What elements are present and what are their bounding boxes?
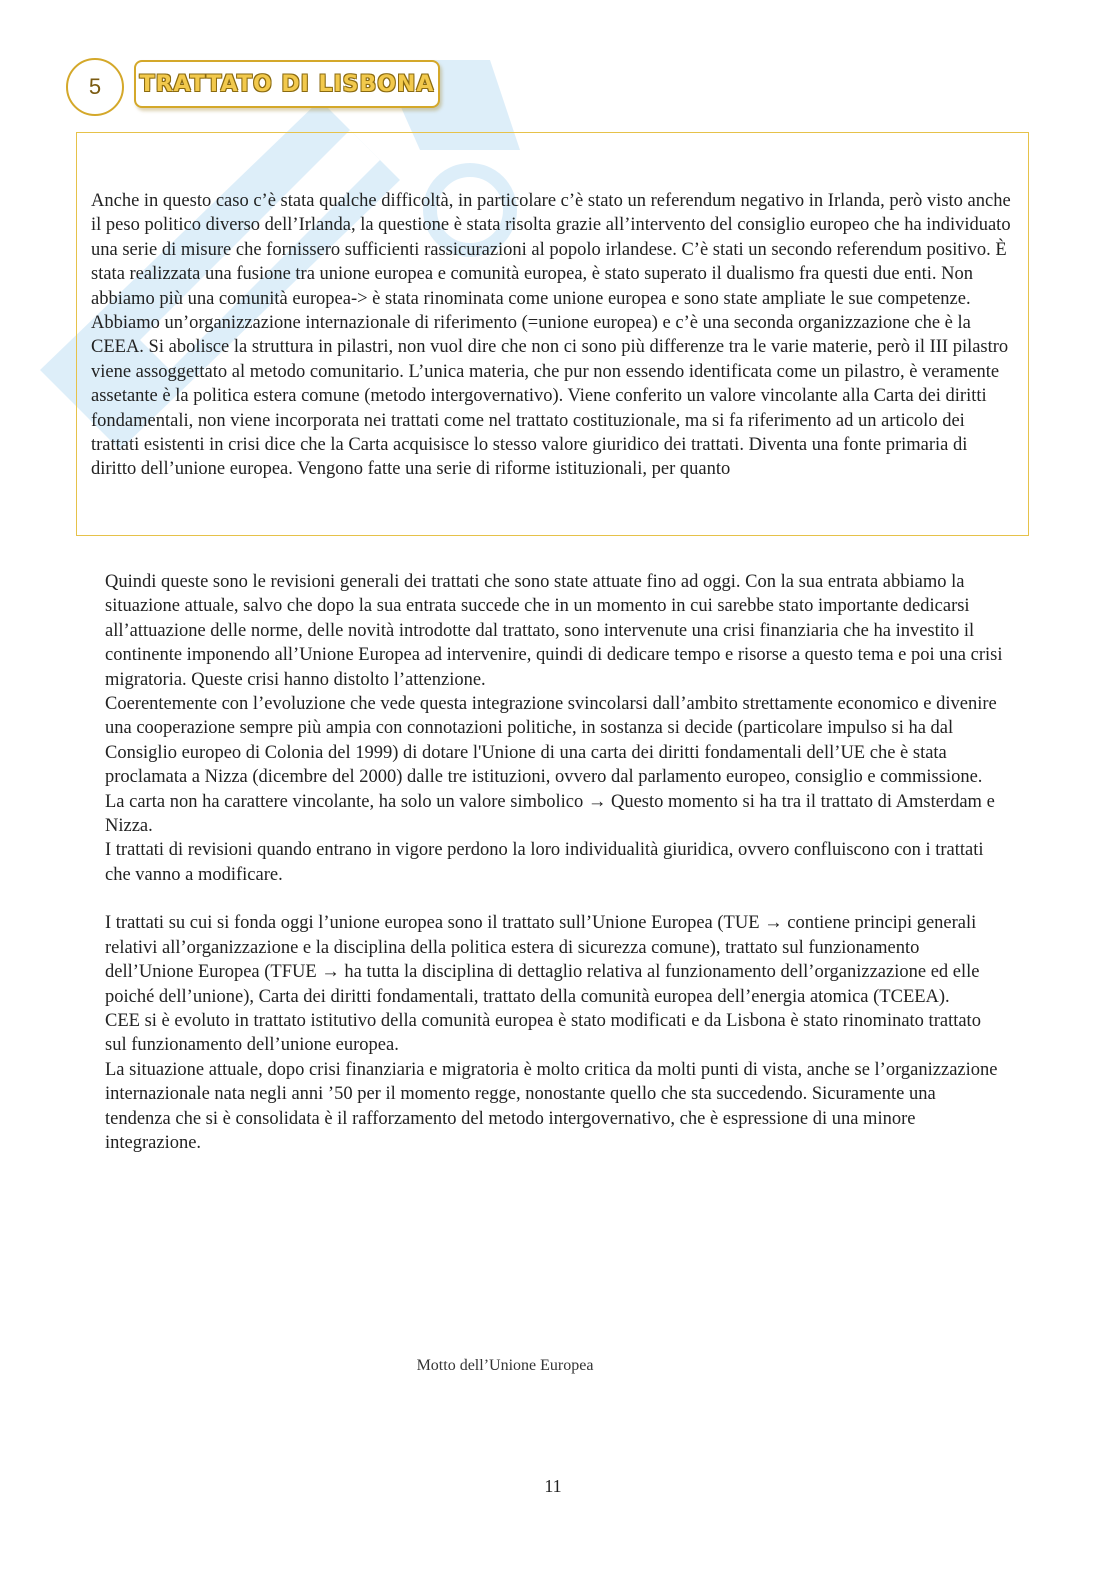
paragraph-revision-treaties: I trattati di revisioni quando entrano in vigore perdono la loro individualità giuridica, ovvero confluiscono con i trattati che vanno a modificare. (105, 840, 984, 885)
paragraph-charter: Coerentemente con l’evoluzione che vede questa integrazione svincolarsi dall’ambito strettamente economico e divenire una cooperazione sempre più ampia con connotazioni politiche, in sostanza si decide (particolare impulso si ha dal Consiglio europeo di Colonia del 1999) di dotare l'Unione di una carta dei diritti fondamentali dell’UE che è stata proclamata a Nizza (dicembre del 2000) dalle tre istituzioni, ovvero dal parlamento europeo, consiglio e commissione. La carta non ha carattere vincolante, ha solo un valore simbolico → Questo momento si ha tra il trattato di Amsterdam e Nizza. (105, 694, 997, 837)
paragraph-founding-treaties: I trattati su cui si fonda oggi l’unione europea sono il trattato sull’Unione Europea (TUE → contiene principi generali relativi all’organizzazione e la disciplina della politica estera di sicurezza comune), trattato sul funzionamento dell’Unione Europea (TFUE → ha tutta la disciplina di dettaglio relativa al funzionamento dell’organizzazione ed elle poiché dell’unione), Carta dei diritti fondamentali, trattato della comunità europea dell’energia atomica (TCEEA). (105, 913, 980, 1007)
framed-paragraph: Anche in questo caso c’è stata qualche difficoltà, in particolare c’è stato un referendum negativo in Irlanda, però visto anche il peso politico diverso dell’Irlanda, la questione è stata risolta grazie all’intervento del consiglio europeo che ha individuato una serie di misure che fornissero sufficienti rassicurazioni al popolo irlandese. C’è stati un secondo referendum positivo. È stata realizzata una fusione tra unione europea e comunità europea, è stato superato il dualismo fra questi due enti. Non abbiamo più una comunità europea-> è stata rinominata come unione europea e sono state ampliate le sue competenze. Abbiamo un’organizzazione internazionale di riferimento (=unione europea) e c’è una seconda organizzazione che è la CEEA. Si abolisce la struttura in pilastri, non vuol dire che non ci sono più differenze tra le varie materie, però il III pilastro viene assoggettato al metodo comunitario. L’unica materia, che pur non essendo identificata come un pilastro, è veramente assetante è la politica estera comune (metodo intergovernativo). Viene conferito un valore vincolante alla Carta dei diritti fondamentali, non viene incorporata nei trattati come nel trattato costituzionale, ma si fa riferimento ad un articolo dei trattati esistenti in crisi dice che la Carta acquisisce lo stesso valore giuridico dei trattati. Diventa una fonte primaria di diritto dell’unione europea. Vengono fatte una serie di riforme istituzionali, per quanto (91, 191, 1011, 480)
chapter-title: TRATTATO DI LISBONA (139, 71, 435, 97)
paragraph-cee-evolution: CEE si è evoluto in trattato istitutivo della comunità europea è stato modificati e da Lisbona è stato rinominato trattato sul funzionamento dell’unione europea. (105, 1010, 981, 1056)
body-text (105, 570, 1005, 1155)
image-caption: Motto dell’Unione Europea (416, 1357, 594, 1374)
paragraph-current-situation: La situazione attuale, dopo crisi finanziaria e migratoria è molto critica da molti punti di vista, anche se l’organizzazione internazionale nata negli anni ’50 per il momento regge, nonostante quello che sta succedendo. Sicuramente una tendenza che si è consolidata è il rafforzamento del metodo intergovernativo, che è espressione di una minore integrazione. (105, 1059, 998, 1153)
chapter-number-badge (66, 58, 124, 116)
chapter-number: 5 (88, 74, 102, 99)
paragraph-crises: Quindi queste sono le revisioni generali dei trattati che sono state attuate fino ad oggi. Con la sua entrata abbiamo la situazione attuale, salvo che dopo la sua entrata succede che in un momento in cui sarebbe stato importante dedicarsi all’attuazione delle norme, delle novità introdotte dal trattato, sono intervenute una crisi finanziaria che ha investito il continente imponendo all’Unione Europea ad intervenire, quindi di dedicare tempo e risorse a questo tema e poi una crisi migratoria. Queste crisi hanno distolto l’attenzione. (105, 572, 1003, 690)
page-number: 11 (544, 1476, 562, 1496)
chapter-title-banner (134, 60, 440, 108)
framed-text-box (76, 132, 1029, 536)
paragraph-gap (105, 887, 1005, 911)
